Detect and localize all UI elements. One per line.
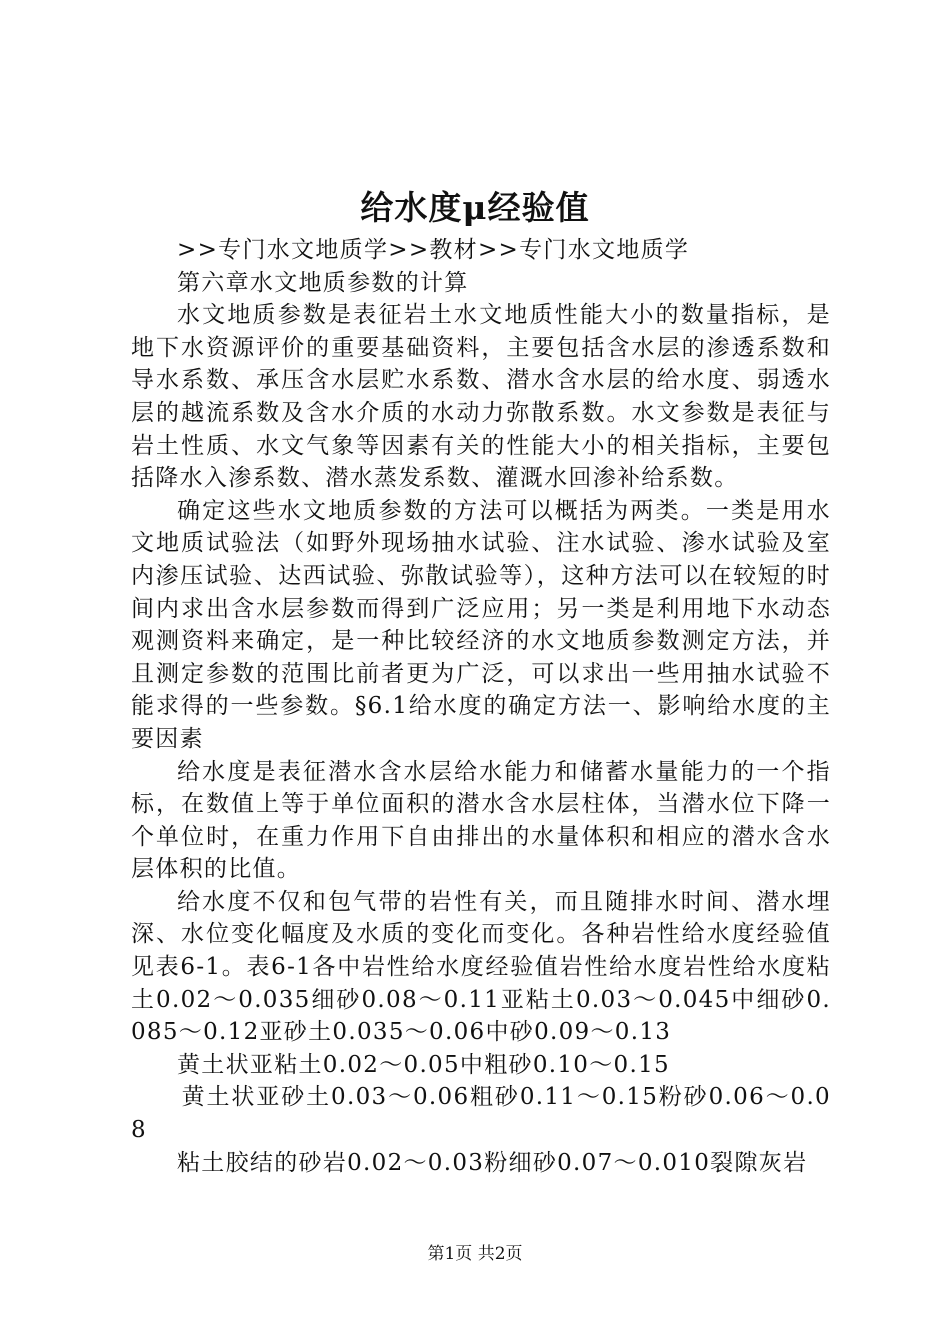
paragraph-loess-clay: 黄土状亚粘土0.02～0.05中粗砂0.10～0.15 bbox=[177, 1051, 670, 1078]
paragraph-intro: 水文地质参数是表征岩土水文地质性能大小的数量指标，是地下水资源评价的重要基础资料，主要包括含水层的渗透系数和导水系数、承压含水层贮水系数、潜水含水层的给水度、弱透水层的越流系数及含水介质的水动力弥散系数。水文参数是表征与岩土性质、水文气象等因素有关的性能大小的相关指标，主要包括降水入渗系数、潜水蒸发系数、灌溉水回渗补给系数。 bbox=[131, 302, 831, 492]
breadcrumb-paragraph: >>专门水文地质学>>教材>>专门水文地质学 bbox=[177, 237, 690, 263]
page-number-footer: 第1页 共2页 bbox=[427, 1244, 523, 1264]
document-title: 给水度μ经验值 bbox=[360, 188, 590, 227]
document-body bbox=[131, 234, 831, 1179]
paragraph-sandstone: 粘土胶结的砂岩0.02～0.03粉细砂0.07～0.010裂隙灰岩 bbox=[177, 1149, 808, 1176]
paragraph-definition: 给水度是表征潜水含水层给水能力和储蓄水量能力的一个指标，在数值上等于单位面积的潜水含水层柱体，当潜水位下降一个单位时，在重力作用下自由排出的水量体积和相应的潜水含水层体积的比值。 bbox=[131, 758, 831, 883]
paragraph-loess-sand: 黄土状亚砂土0.03～0.06粗砂0.11～0.15粉砂0.06～0.08 bbox=[131, 1084, 831, 1144]
paragraph-methods: 确定这些水文地质参数的方法可以概括为两类。一类是用水文地质试验法（如野外现场抽水试验、注水试验、渗水试验及室内渗压试验、达西试验、弥散试验等），这种方法可以在较短的时间内求出含水层参数而得到广泛应用；另一类是利用地下水动态观测资料来确定，是一种比较经济的水文地质参数测定方法，并且测定参数的范围比前者更为广泛，可以求出一些用抽水试验不能求得的一些参数。§6.1给水度的确定方法一、影响给水度的主要因素 bbox=[131, 497, 831, 752]
paragraph-table-values: 给水度不仅和包气带的岩性有关，而且随排水时间、潜水埋深、水位变化幅度及水质的变化而变化。各种岩性给水度经验值见表6-1。表6-1各中岩性给水度经验值岩性给水度岩性给水度粘土0.02～0.035细砂0.08～0.11亚粘土0.03～0.045中细砂0.085～0.12亚砂土0.035～0.06中砂0.09～0.13 bbox=[131, 888, 831, 1046]
chapter-heading: 第六章水文地质参数的计算 bbox=[177, 269, 469, 296]
